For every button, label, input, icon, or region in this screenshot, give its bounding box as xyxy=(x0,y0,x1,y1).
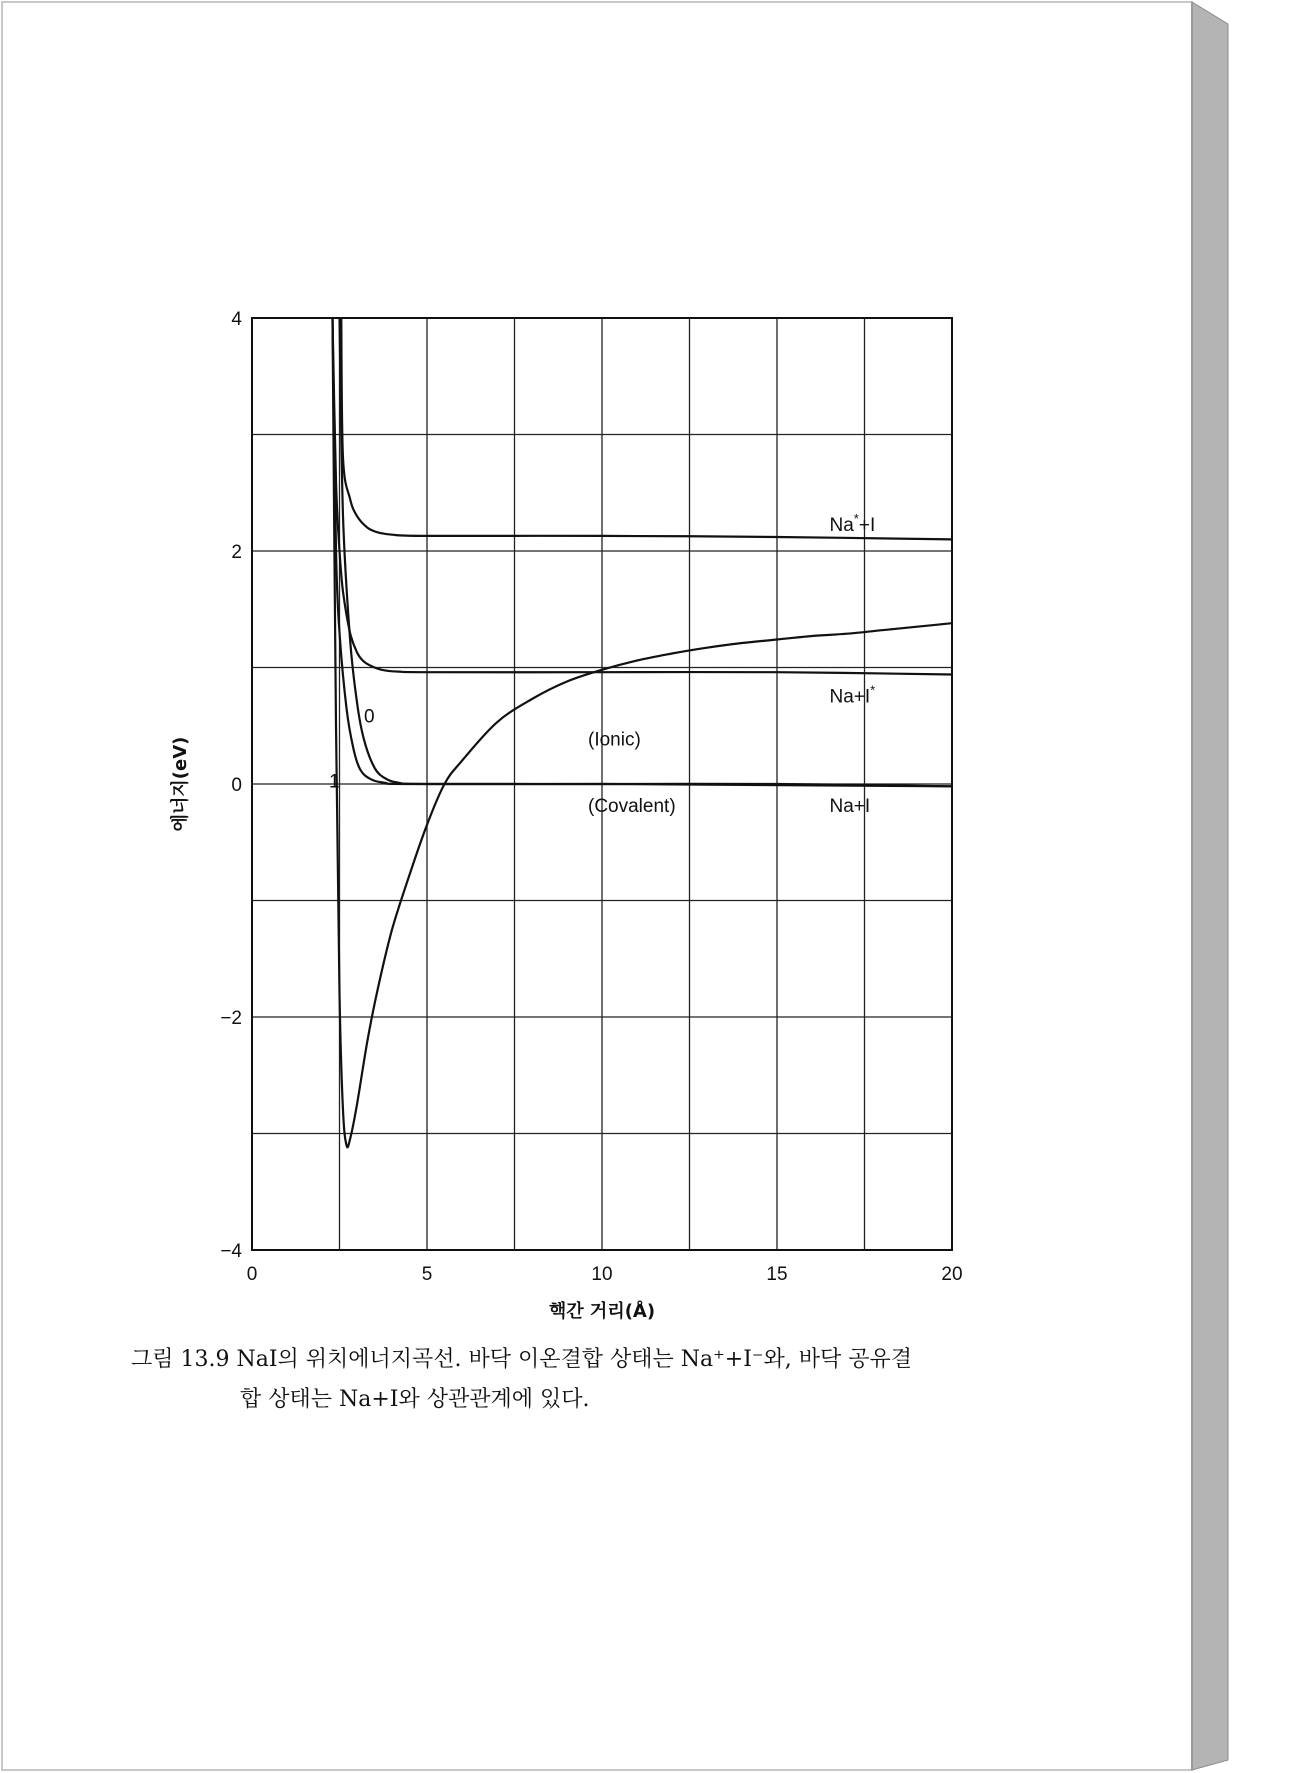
y-tick-label: −4 xyxy=(220,1241,242,1262)
annotation-label: 1 xyxy=(329,771,340,793)
annotation-label: 0 xyxy=(364,706,375,728)
x-tick-label: 20 xyxy=(941,1264,963,1285)
figure-caption-line-2: 합 상태는 Na+I와 상관관계에 있다. xyxy=(240,1387,590,1412)
annotation-label: Na+I xyxy=(829,795,871,817)
y-tick-label: −2 xyxy=(220,1008,242,1029)
figure-caption-line-1: 그림 13.9 NaI의 위치에너지곡선. 바닥 이온결합 상태는 Na⁺+I⁻와, 바닥 공유결 xyxy=(131,1347,912,1372)
y-tick-label: 2 xyxy=(231,542,242,563)
x-tick-label: 5 xyxy=(421,1264,433,1285)
y-tick-label: 0 xyxy=(231,775,242,796)
annotation-label: (Ionic) xyxy=(588,729,641,751)
x-tick-label: 0 xyxy=(246,1264,258,1285)
annotation-label: Na*+I xyxy=(829,511,876,537)
y-axis-title: 에너지(eV) xyxy=(170,736,191,832)
annotation-label: Na+I* xyxy=(829,682,876,708)
book-edge xyxy=(1192,2,1228,1770)
x-tick-label: 10 xyxy=(591,1264,613,1285)
x-tick-label: 15 xyxy=(766,1264,788,1285)
x-axis-title: 핵간 거리(Å) xyxy=(548,1301,656,1322)
annotation-label: (Covalent) xyxy=(588,795,676,817)
y-tick-label: 4 xyxy=(231,309,242,330)
page-border xyxy=(2,2,1192,1770)
